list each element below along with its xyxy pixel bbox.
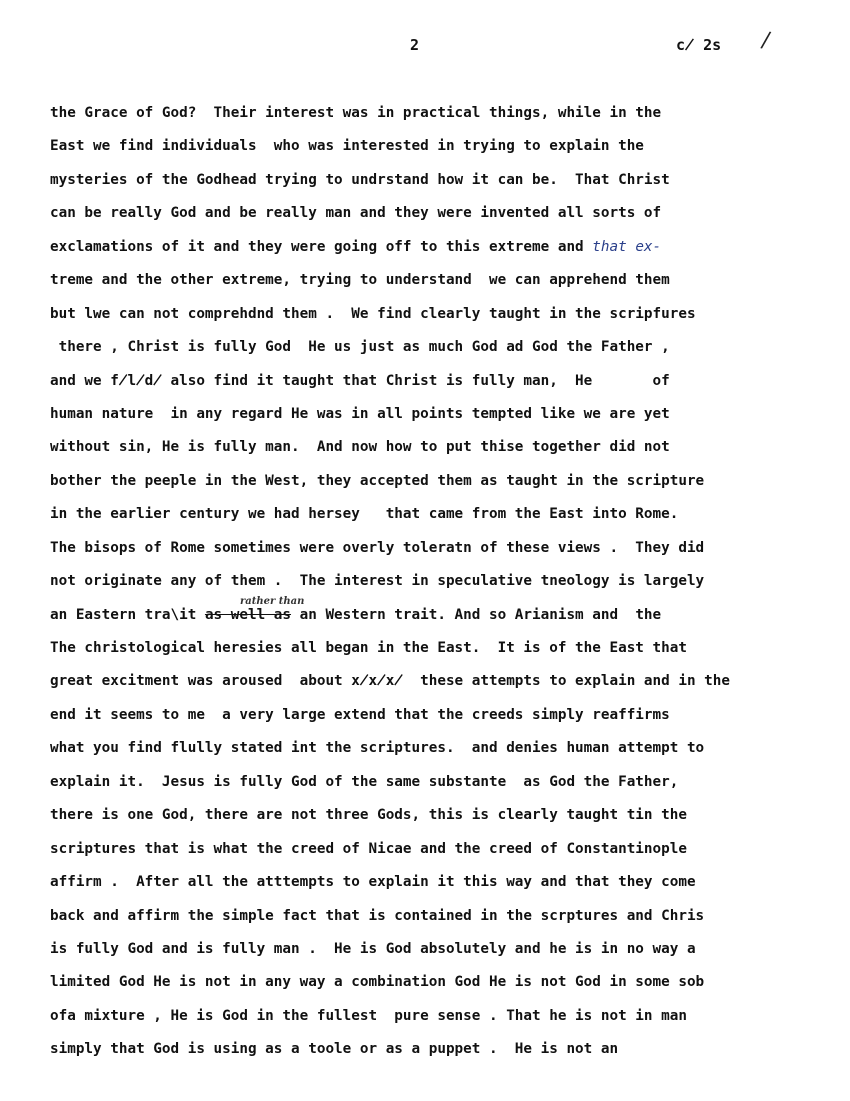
text-line: limited God He is not in any way a combination God He is not God in some sob	[50, 974, 705, 991]
text-line: is fully God and is fully man . He is God absolutely and he is in no way a	[50, 940, 696, 957]
page-number: 2	[410, 36, 420, 54]
text-line: mysteries of the Godhead trying to undrstand how it can be. That Christ	[50, 171, 670, 188]
typed-body	[50, 103, 840, 1073]
text-line: The bisops of Rome sometimes were overly toleratn of these views . They did	[50, 539, 705, 556]
text-line: ofa mixture , He is God in the fullest pure sense . That he is not in man	[50, 1007, 687, 1024]
text-line: but lwe can not comprehdnd them . We find clearly taught in the scripfures	[50, 305, 696, 322]
text-line: East we find individuals who was interested in trying to explain the	[50, 138, 644, 155]
text-segment: exclamations of it and they were going off to this extreme and	[50, 238, 593, 255]
text-line: end it seems to me a very large extend that the creeds simply reaffirms	[50, 706, 670, 723]
text-line	[50, 595, 840, 638]
text-line: simply that God is using as a toole or as a puppet . He is not an	[50, 1041, 619, 1058]
handwritten-annotation: rather than	[240, 595, 305, 607]
text-line: what you find flully stated int the scriptures. and denies human attempt to	[50, 740, 705, 757]
text-line: The christological heresies all began in the East. It is of the East that	[50, 640, 687, 656]
text-line: treme and the other extreme, trying to understand we can apprehend them	[50, 272, 670, 289]
text-line: there is one God, there are not three Gods, this is clearly taught tin the	[50, 807, 687, 824]
blue-typed-segment: that ex-	[592, 238, 662, 255]
text-line: can be really God and be really man and they were invented all sorts of	[50, 205, 662, 222]
text-line: great excitment was aroused about x̸x̸x̸ these attempts to explain and in the	[50, 673, 730, 690]
check-mark: /	[759, 27, 772, 54]
text-line: explain it. Jesus is fully God of the same substante as God the Father,	[50, 773, 679, 790]
text-line: human nature in any regard He was in all points tempted like we are yet	[50, 405, 670, 422]
text-line: and we f̸l̸d̸ also find it taught that Christ is fully man, He of	[50, 372, 670, 389]
text-line	[50, 237, 840, 270]
text-line: without sin, He is fully man. And now how to put thise together did not	[50, 439, 670, 456]
text-line: not originate any of them . The interest in speculative tneology is largely	[50, 573, 705, 590]
text-line: affirm . After all the atttempts to explain it this way and that they come	[50, 874, 696, 891]
text-line: the Grace of God? Their interest was in practical things, while in the	[50, 105, 662, 121]
text-segment: an Eastern tra\it	[50, 606, 205, 623]
document-code: c̸ 2s	[676, 36, 722, 54]
text-line: back and affirm the simple fact that is contained in the scrptures and Chris	[50, 907, 705, 924]
struck-text: as well as	[204, 606, 292, 623]
text-segment: an Western trait. And so Arianism and the	[291, 606, 662, 623]
text-line: bother the peeple in the West, they accepted them as taught in the scripture	[50, 472, 705, 489]
text-line: in the earlier century we had hersey that came from the East into Rome.	[50, 506, 679, 523]
text-line: scriptures that is what the creed of Nicae and the creed of Constantinople	[50, 840, 687, 857]
text-line: there , Christ is fully God He us just as much God ad God the Father ,	[50, 339, 670, 356]
